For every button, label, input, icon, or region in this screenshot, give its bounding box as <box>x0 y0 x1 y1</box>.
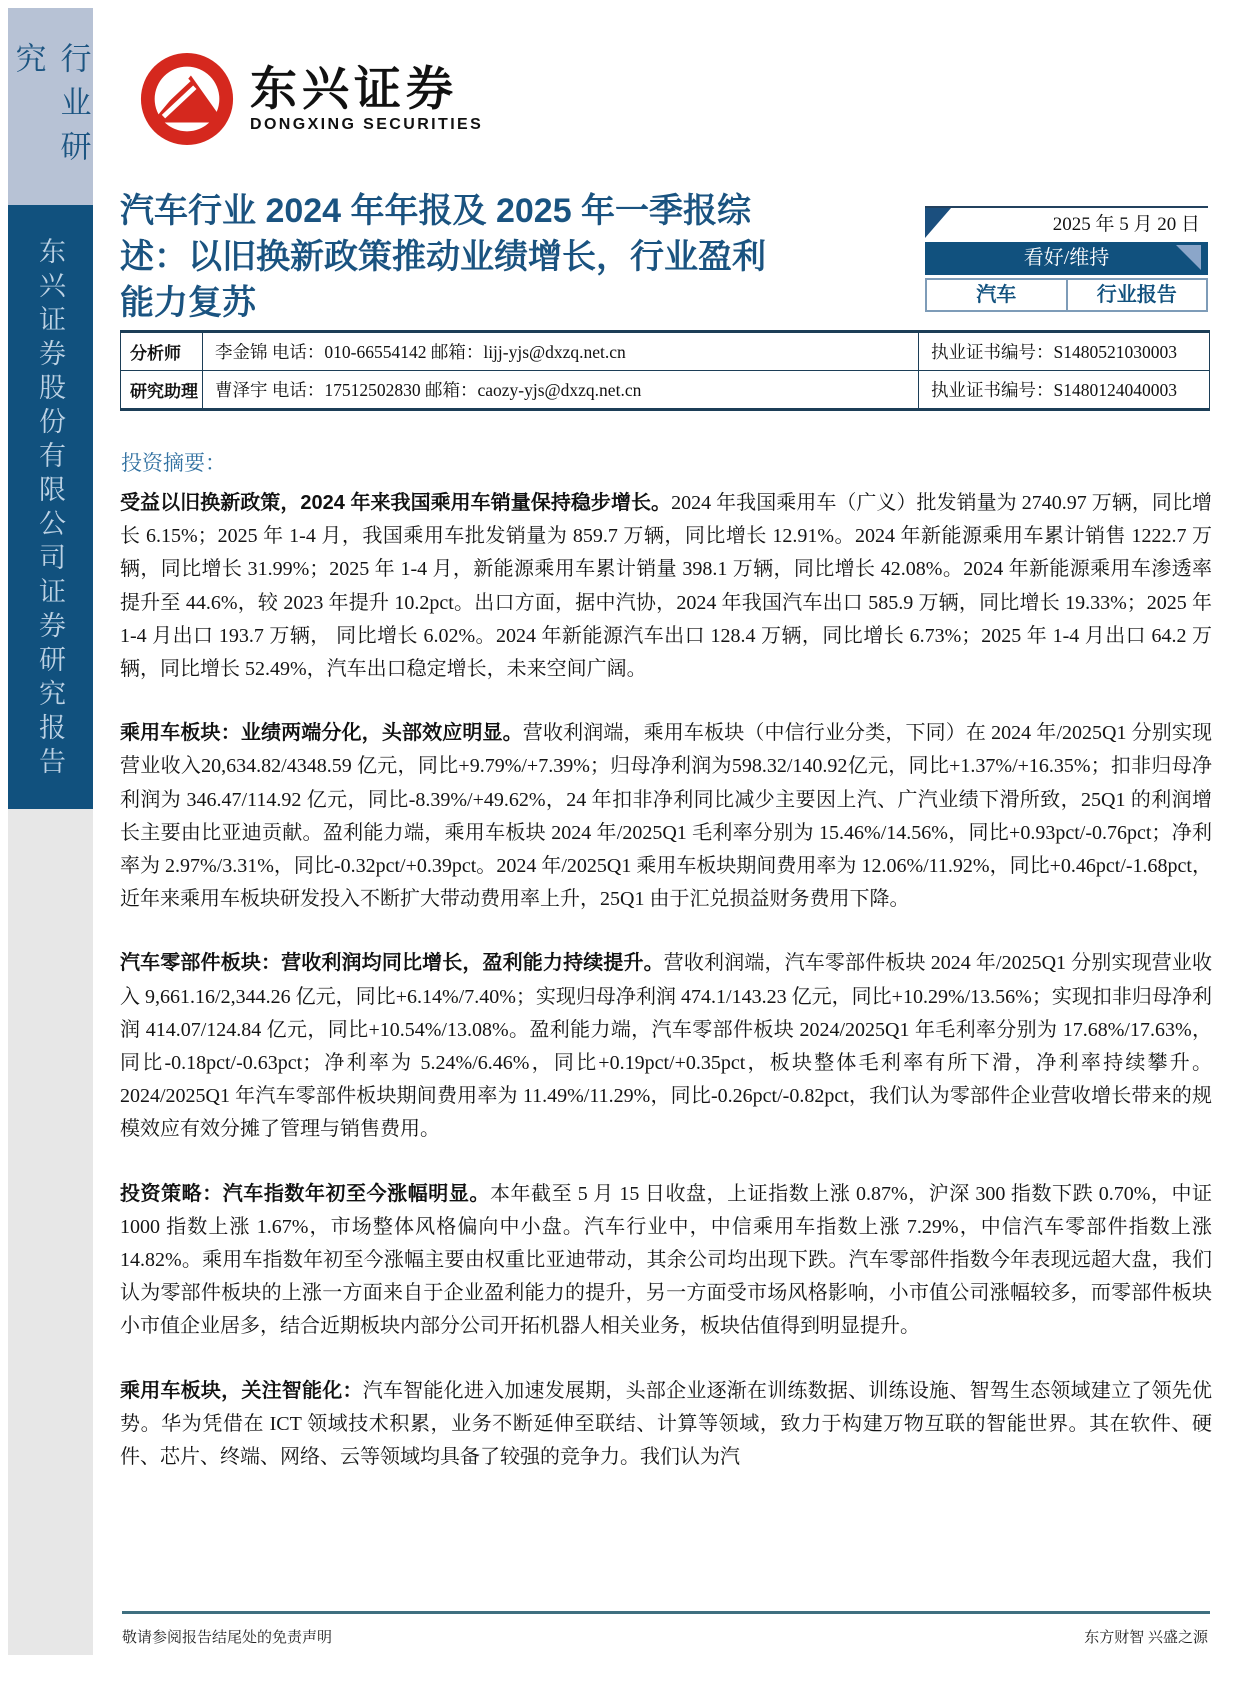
table-row <box>121 333 1209 370</box>
analyst-cert-number: 执业证书编号：S1480124040003 <box>918 371 1209 408</box>
report-tags-row <box>925 278 1208 312</box>
report-date-row <box>925 206 1208 242</box>
brand-logo <box>138 50 483 148</box>
summary-paragraph <box>120 717 1212 916</box>
paragraph-lead: 乘用车板块，关注智能化： <box>120 1379 363 1402</box>
corner-triangle-icon <box>925 208 951 238</box>
paragraph-text: 汽车智能化进入加速发展期，头部企业逐渐在训练数据、训练设施、智驾生态领域建立了领先优势。华为凭借在 ICT 领域技术积累，业务不断延伸至联结、计算等领域，致力于构建万物互联的智能世界。其在软件、硬件、芯片、终端、网络、云等领域均具备了较强的竞争力。我们认为汽 <box>120 1379 1213 1469</box>
summary-paragraph <box>120 947 1212 1146</box>
sidebar-gray-block <box>8 809 93 1655</box>
paragraph-text: 营收利润端，汽车零部件板块 2024 年/2025Q1 分别实现营业收入 9,661.16/2,344.26 亿元，同比+6.14%/7.40%；实现归母净利润 474.1/143.23 亿元，同比+10.29%/13.56%；实现扣非归母净利润 414.07/124.84 亿元，同比+10.54%/13.08%。盈利能力端，汽车零部件板块 2024/2025Q1 年毛利率分别为 17.68%/17.63%，同比-0.18pct/-0.63pct；净利率为 5.24%/6.46%，同比+0.19pct/+0.35pct，板块整体毛利率有所下滑，净利率持续攀升。2024/2025Q1 年汽车零部件板块期间费用率为 11.49%/11.29%，同比-0.26pct/-0.82pct，我们认为零部件企业营收增长带来的规模效应有效分摊了管理与销售费用。 <box>120 952 1213 1141</box>
footer-divider <box>122 1611 1210 1614</box>
summary-paragraph <box>120 1178 1212 1344</box>
sidebar-industry-research <box>8 8 93 205</box>
dongxing-emblem-icon <box>138 50 236 148</box>
footer-disclaimer: 敬请参阅报告结尾处的免责声明 <box>122 1630 333 1646</box>
analyst-table <box>120 330 1210 411</box>
summary-body <box>120 487 1212 1505</box>
paragraph-lead: 受益以旧换新政策，2024 年来我国乘用车销量保持稳步增长。 <box>120 492 672 514</box>
analyst-role: 研究助理 <box>130 382 198 401</box>
report-type-tag: 行业报告 <box>1066 280 1207 310</box>
report-meta-box <box>925 206 1208 312</box>
report-date: 2025 年 5 月 20 日 <box>1052 214 1200 235</box>
analyst-role: 分析师 <box>130 344 181 363</box>
analyst-contact: 曹泽宇 电话：17512502830 邮箱：caozy-yjs@dxzq.net.cn <box>202 371 918 408</box>
footer-slogan: 东方财智 兴盛之源 <box>1084 1630 1208 1646</box>
paragraph-text: 2024 年我国乘用车（广义）批发销量为 2740.97 万辆，同比增长 6.15%；2025 年 1-4 月，我国乘用车批发销量为 859.7 万辆，同比增长 12.91%。2024 年新能源乘用车累计销售 1222.7 万辆，同比增长 31.99%；2025 年 1-4 月，新能源乘用车累计销量 398.1 万辆，同比增长 42.08%。2024 年新能源乘用车渗透率提升至 44.6%，较 2023 年提升 10.2pct。出口方面，据中汽协，2024 年我国汽车出口 585.9 万辆，同比增长 19.33%；2025 年 1-4 月出口 193.7 万辆， 同比增长 6.02%。2024 年新能源汽车出口 128.4 万辆，同比增长 6.73%；2025 年 1-4 月出口 64.2 万辆，同比增长 52.49%，汽车出口稳定增长，未来空间广阔。 <box>120 492 1212 681</box>
paragraph-lead: 投资策略：汽车指数年初至今涨幅明显。 <box>120 1182 490 1205</box>
rating-label: 看好/维持 <box>1023 247 1110 269</box>
brand-name-en: DONGXING SECURITIES <box>250 116 484 133</box>
rating-triangle-icon <box>1176 245 1201 270</box>
industry-tag: 汽车 <box>976 284 1017 306</box>
sidebar-company-banner <box>8 205 93 809</box>
brand-name-cn: 东兴证券 <box>250 62 458 115</box>
paragraph-text: 本年截至 5 月 15 日收盘，上证指数上涨 0.87%，沪深 300 指数下跌 0.70%，中证 1000 指数上涨 1.67%，市场整体风格偏向中小盘。汽车行业中，中信乘用车指数上涨 7.29%，中信汽车零部件指数上涨 14.82%。乘用车指数年初至今涨幅主要由权重比亚迪带动，其余公司均出现下跌。汽车零部件指数今年表现远超大盘，我们认为零部件板块的上涨一方面来自于企业盈利能力的提升，另一方面受市场风格影响，小市值公司涨幅较多，而零部件板块小市值企业居多，结合近期板块内部分公司开拓机器人相关业务，板块估值得到明显提升。 <box>120 1182 1213 1338</box>
paragraph-lead: 乘用车板块：业绩两端分化，头部效应明显。 <box>120 722 523 745</box>
paragraph-lead: 汽车零部件板块：营收利润均同比增长，盈利能力持续提升。 <box>120 952 664 975</box>
paragraph-text: 营收利润端，乘用车板块（中信行业分类，下同）在 2024 年/2025Q1 分别实现营业收入20,634.82/4348.59 亿元，同比+9.79%/+7.39%；归母净利润为598.32/140.92亿元，同比+1.37%/+16.35%；扣非归母净利润为 346.47/114.92 亿元，同比-8.39%/+49.62%，24 年扣非净利同比减少主要因上汽、广汽业绩下滑所致，25Q1 的利润增长主要由比亚迪贡献。盈利能力端，乘用车板块 2024 年/2025Q1 毛利率分别为 15.46%/14.56%，同比+0.93pct/-0.76pct；净利率为 2.97%/3.31%，同比-0.32pct/+0.39pct。2024 年/2025Q1 乘用车板块期间费用率为 12.06%/11.92%，同比+0.46pct/-1.68pct，近年来乘用车板块研发投入不断扩大带动费用率上升，25Q1 由于汇兑损益财务费用下降。 <box>120 722 1213 911</box>
page-title: 汽车行业 2024 年年报及 2025 年一季报综述：以旧换新政策推动业绩增长，行业盈利能力复苏 <box>120 192 766 322</box>
sidebar-company-banner-label: 东兴证券股份有限公司证券研究报告 <box>35 237 65 781</box>
sidebar-industry-research-label: 行业研究 <box>10 42 91 174</box>
rating-bar <box>925 242 1208 275</box>
summary-heading: 投资摘要： <box>121 451 226 475</box>
analyst-contact: 李金锦 电话：010-66554142 邮箱：lijj-yjs@dxzq.net.cn <box>202 333 918 370</box>
summary-paragraph <box>120 1375 1212 1475</box>
table-row <box>121 370 1209 408</box>
analyst-cert-number: 执业证书编号：S1480521030003 <box>918 333 1209 370</box>
summary-paragraph <box>120 487 1212 686</box>
